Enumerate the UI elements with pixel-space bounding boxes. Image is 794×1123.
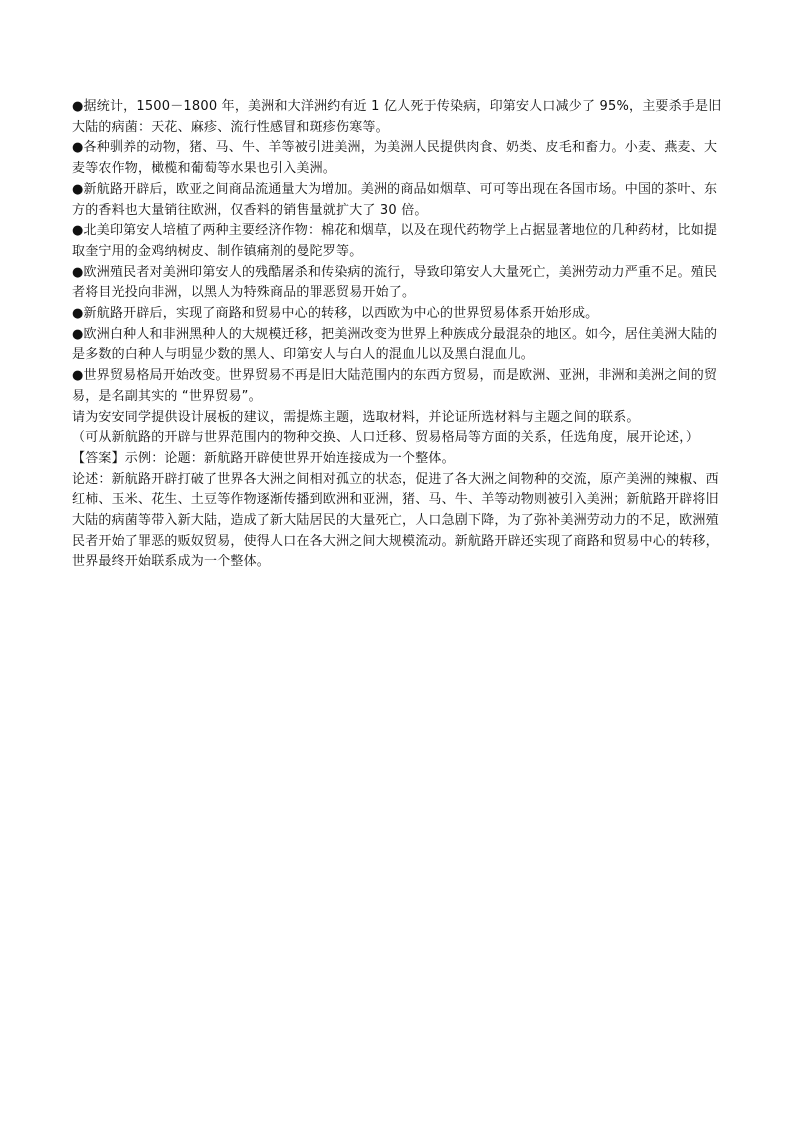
material-bullet-migration: ●欧洲白种人和非洲黑种人的大规模迁移，把美洲改变为世界上种族成分最混杂的地区。如今，居住美洲大陆的是多数的白种人与明显少数的黑人、印第安人与白人的混血儿以及黑白混血儿。 xyxy=(72,326,718,363)
material-bullet-cash-crops: ●北美印第安人培植了两种主要经济作物：棉花和烟草，以及在现代药物学上占据显著地位的几种药材，比如提取奎宁用的金鸡纳树皮、制作镇痛剂的曼陀罗等。 xyxy=(72,223,718,259)
material-bullet-labor-shortage: ●欧洲殖民者对美洲印第安人的残酷屠杀和传染病的流行，导致印第安人大量死亡，美洲劳动力严重不足。殖民者将目光投向非洲，以黑人为特殊商品的罪恶贸易开始了。 xyxy=(72,264,718,301)
answer-body: 论述：新航路开辟打破了世界各大洲之间相对孤立的状态，促进了各大洲之间物种的交流，原产美洲的辣椒、西红柿、玉米、花生、土豆等作物逐渐传播到欧洲和亚洲，猪、马、牛、羊等动物则被引入美洲；新航路开辟将旧大陆的病菌等带入新大陆，造成了新大陆居民的大量死亡，人口急剧下降，为了弥补美洲劳动力的不足，欧洲殖民者开始了罪恶的贩奴贸易，使得人口在各大洲之间大规模流动。新航路开辟还实现了商路和贸易中心的转移，世界最终开始联系成为一个整体。 xyxy=(72,471,719,570)
document-page xyxy=(72,97,724,573)
material-bullet-animals-crops: ●各种驯养的动物，猪、马、牛、羊等被引进美洲，为美洲人民提供肉食、奶类、皮毛和畜力。小麦、燕麦、大麦等农作物，橄榄和葡萄等水果也引入美洲。 xyxy=(72,140,718,177)
material-bullet-trade-center: ●新航路开辟后，实现了商路和贸易中心的转移，以西欧为中心的世界贸易体系开始形成。 xyxy=(72,306,599,322)
task-hint: （可从新航路的开辟与世界范围内的物种交换、人口迁移、贸易格局等方面的关系，任选角度，展开论述，） xyxy=(72,430,700,446)
material-bullet-world-trade: ●世界贸易格局开始改变。世界贸易不再是旧大陆范围内的东西方贸易，而是欧洲、亚洲，非洲和美洲之间的贸易，是名副其实的 “世界贸易”。 xyxy=(72,368,718,404)
material-bullet-trade-volume: ●新航路开辟后，欧亚之间商品流通量大为增加。美洲的商品如烟草、可可等出现在各国市场。中国的茶叶、东方的香料也大量销往欧洲，仅香料的销售量就扩大了 30 倍。 xyxy=(72,181,718,218)
task-prompt: 请为安安同学提供设计展板的建议，需提炼主题，选取材料，并论证所选材料与主题之间的联系。 xyxy=(72,409,640,425)
material-bullet-epidemics: ●据统计，1500－1800 年，美洲和大洋洲约有近 1 亿人死于传染病，印第安人口减少了 95%，主要杀手是旧大陆的病菌：天花、麻疹、流行性感冒和斑疹伤寒等。 xyxy=(72,99,722,135)
answer-heading: 【答案】示例：论题：新航路开辟使世界开始连接成为一个整体。 xyxy=(72,450,455,466)
